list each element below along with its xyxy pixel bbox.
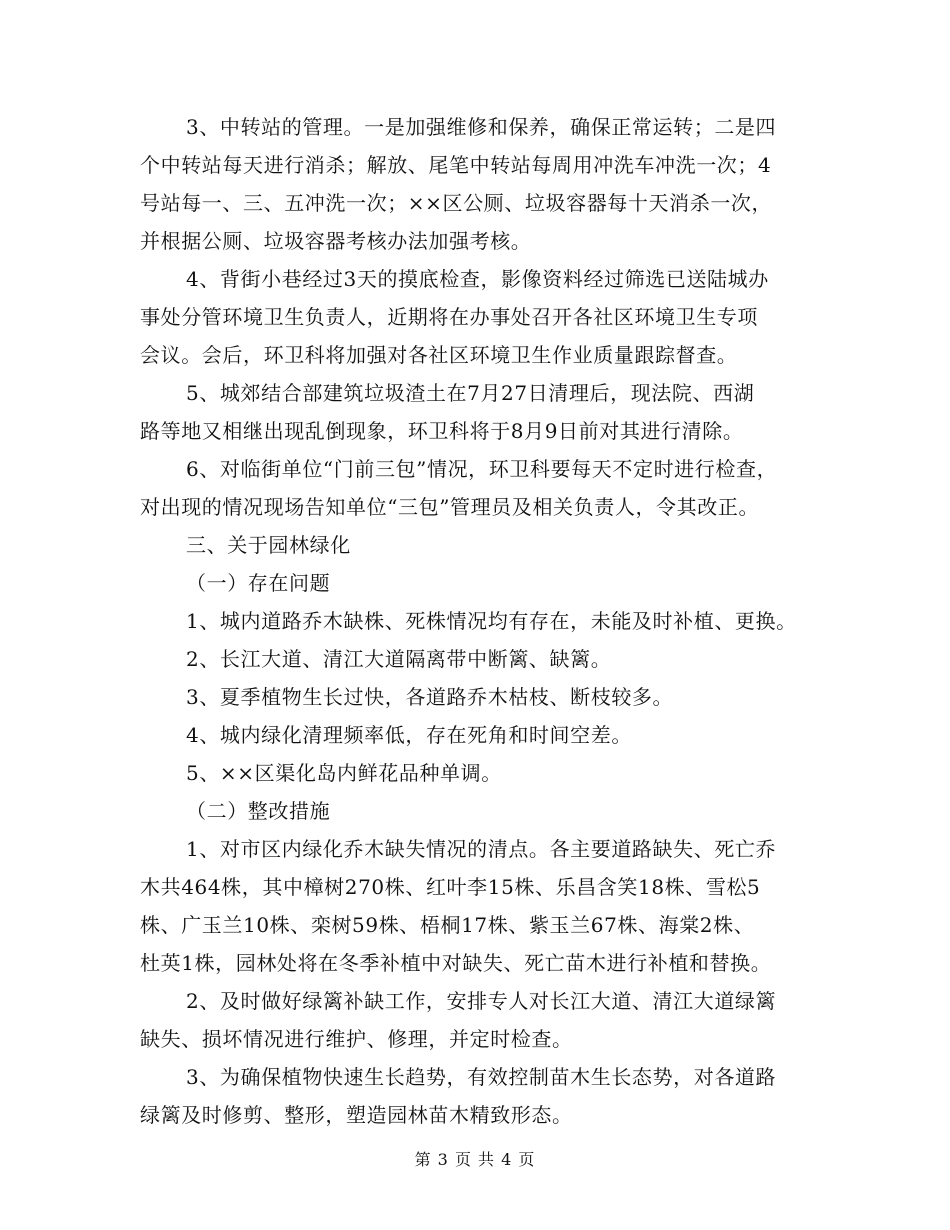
paragraph-line: 木共464株，其中樟树270株、红叶李15株、乐昌含笑18株、雪松5 <box>140 875 761 899</box>
paragraph-line: 会议。会后，环卫科将加强对各社区环境卫生作业质量跟踪督查。 <box>140 343 738 367</box>
paragraph-line: 对出现的情况现场告知单位“三包”管理员及相关负责人，令其改正。 <box>140 495 760 519</box>
paragraph-line: 1、对市区内绿化乔木缺失情况的清点。各主要道路缺失、死亡乔 <box>186 837 777 861</box>
paragraph-line: 株、广玉兰10株、栾树59株、梧桐17株、紫玉兰67株、海棠2株、 <box>140 913 755 937</box>
paragraph-line: 3、夏季植物生长过快，各道路乔木枯枝、断枝较多。 <box>186 685 674 709</box>
section-heading: 三、关于园林绿化 <box>186 533 351 557</box>
subsection-heading: （一）存在问题 <box>186 571 331 595</box>
page-number-footer: 第 3 页 共 4 页 <box>414 1150 536 1169</box>
paragraph-line: 杜英1株，园林处将在冬季补植中对缺失、死亡苗木进行补植和替换。 <box>140 951 772 975</box>
subsection-heading: （二）整改措施 <box>186 799 331 823</box>
paragraph-line: 路等地又相继出现乱倒现象，环卫科将于8月9日前对其进行清除。 <box>140 419 744 443</box>
paragraph-line: 并根据公厕、垃圾容器考核办法加强考核。 <box>140 229 532 253</box>
paragraph-line: 事处分管环境卫生负责人，近期将在办事处召开各社区环境卫生专项 <box>140 305 758 329</box>
paragraph-line: 3、为确保植物快速生长趋势，有效控制苗木生长态势，对各道路 <box>186 1065 777 1089</box>
paragraph-line: 缺失、损坏情况进行维护、修理，并定时检查。 <box>140 1027 573 1051</box>
paragraph-line: 5、城郊结合部建筑垃圾渣土在7月27日清理后，现法院、西湖 <box>186 381 755 405</box>
paragraph-line: 3、中转站的管理。一是加强维修和保养，确保正常运转；二是四 <box>186 115 777 139</box>
paragraph-line: 2、长江大道、清江大道隔离带中断篱、缺篱。 <box>186 647 612 671</box>
paragraph-line: 号站每一、三、五冲洗一次；××区公厕、垃圾容器每十天消杀一次， <box>140 191 773 215</box>
paragraph-line: 6、对临街单位“门前三包”情况，环卫科要每天不定时进行检查， <box>186 457 778 481</box>
paragraph-line: 4、背街小巷经过3天的摸底检查，影像资料经过筛选已送陆城办 <box>186 267 769 291</box>
paragraph-line: 2、及时做好绿篱补缺工作，安排专人对长江大道、清江大道绿篱 <box>186 989 777 1013</box>
paragraph-line: 1、城内道路乔木缺株、死株情况均有存在，未能及时补植、更换。 <box>186 609 797 633</box>
paragraph-line: 4、城内绿化清理频率低，存在死角和时间空差。 <box>186 723 632 747</box>
paragraph-line: 个中转站每天进行消杀；解放、尾笔中转站每周用冲洗车冲洗一次；4 <box>140 153 772 177</box>
paragraph-line: 5、××区渠化岛内鲜花品种单调。 <box>186 761 502 785</box>
paragraph-line: 绿篱及时修剪、整形，塑造园林苗木精致形态。 <box>140 1103 573 1127</box>
